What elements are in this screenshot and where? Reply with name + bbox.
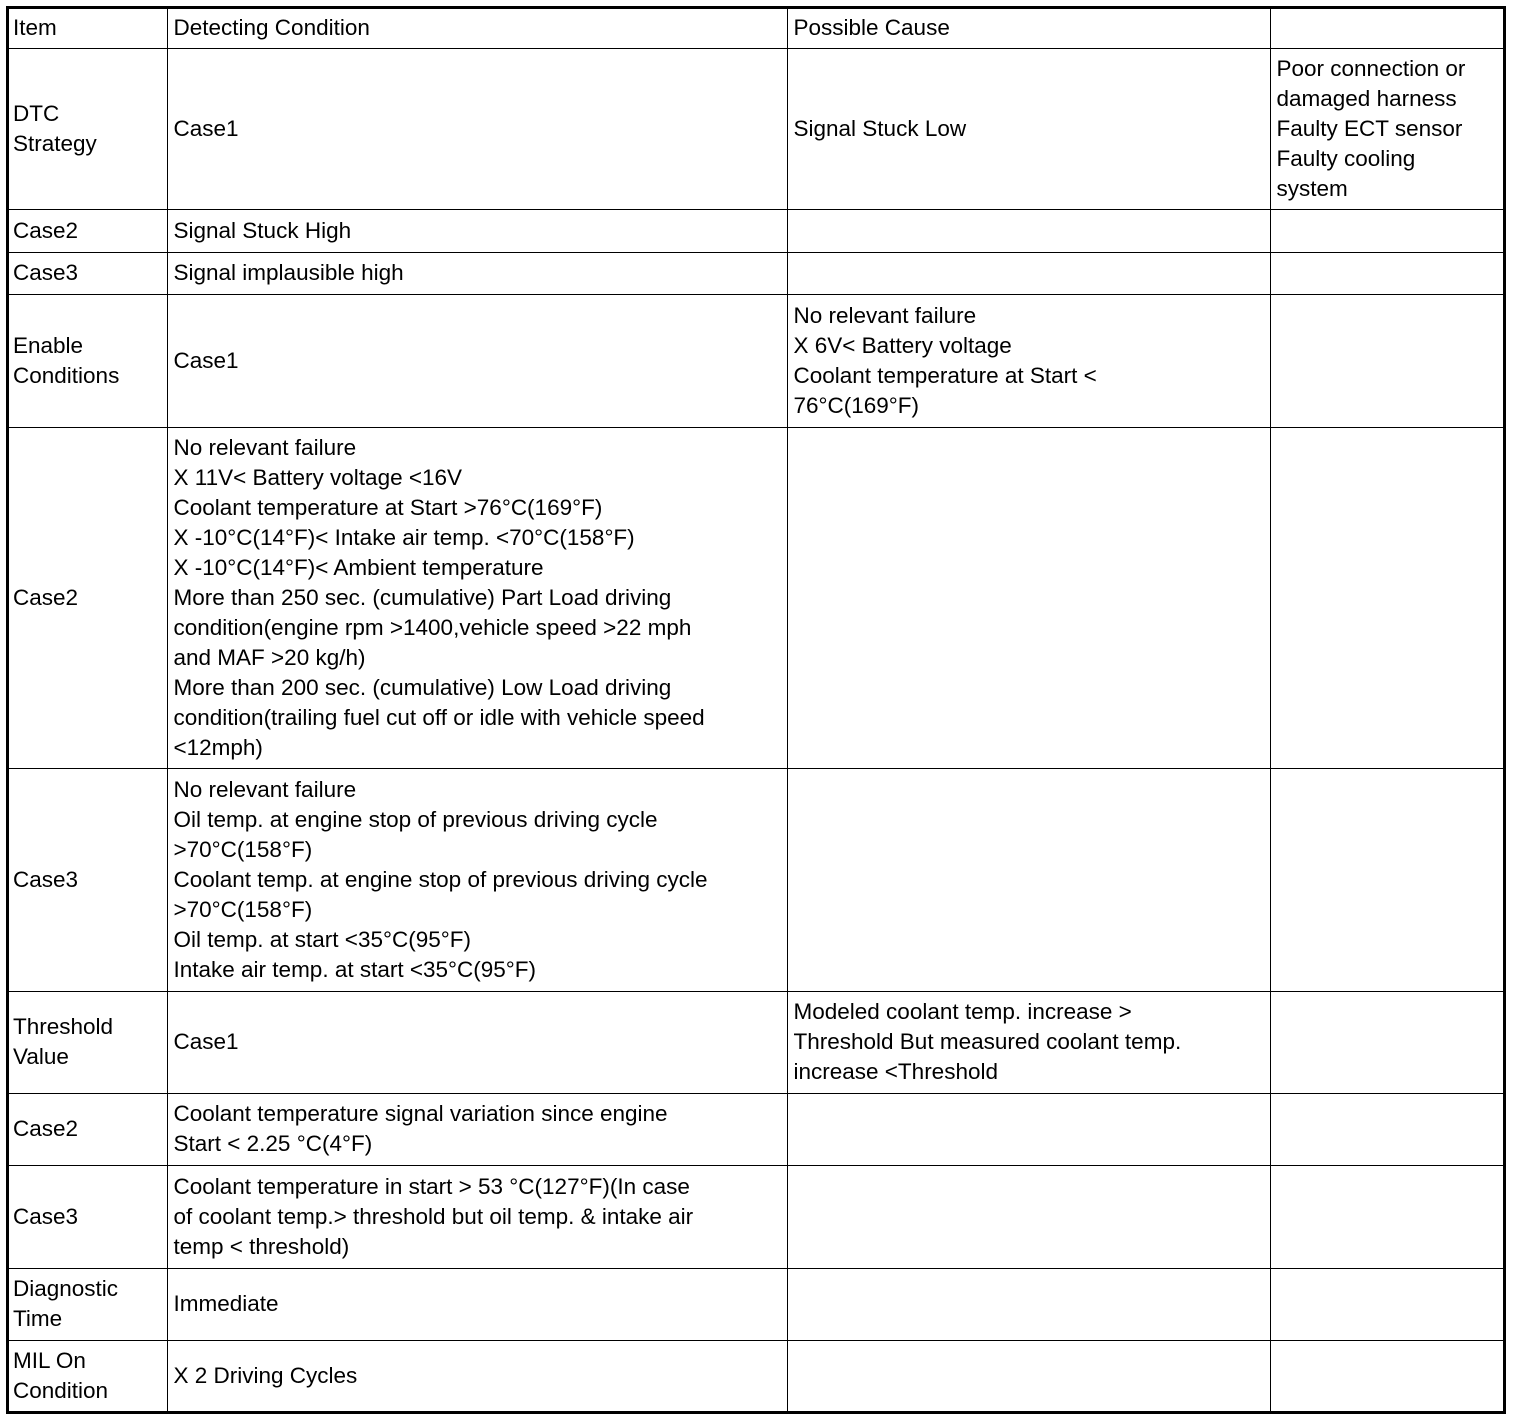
detecting-condition-cell [167, 294, 787, 427]
cell-text-line: Faulty ECT sensor [1276, 115, 1463, 141]
extra-cell [1270, 1268, 1503, 1340]
detecting-condition-cell [167, 991, 787, 1093]
extra-cell [1270, 209, 1503, 252]
possible-cause-cell [787, 209, 1270, 252]
cell-text-line: Case1 [173, 347, 239, 373]
extra-cell [1270, 1093, 1503, 1165]
cell-text-line: More than 200 sec. (cumulative) Low Load driving [173, 674, 672, 700]
possible-cause-cell [787, 768, 1270, 991]
cell-text-line: More than 250 sec. (cumulative) Part Load driving [173, 584, 672, 610]
cell-text-line: Signal implausible high [173, 260, 404, 285]
possible-cause-cell [787, 1340, 1270, 1411]
item-cell [9, 294, 167, 427]
table-row [9, 1093, 1503, 1165]
cell-text-line: Case3 [13, 866, 79, 892]
detecting-condition-cell [167, 1340, 787, 1411]
cell-text-line: condition(trailing fuel cut off or idle with vehicle speed [173, 704, 705, 730]
table-row [9, 427, 1503, 768]
item-cell [9, 427, 167, 768]
dtc-table [9, 9, 1503, 1411]
extra-cell [1270, 427, 1503, 768]
table-row [9, 294, 1503, 427]
cell-text-line: 76°C(169°F) [793, 392, 920, 418]
table-row [9, 1268, 1503, 1340]
cell-text-line: Intake air temp. at start <35°C(95°F) [173, 956, 537, 982]
possible-cause-cell [787, 427, 1270, 768]
item-cell [9, 768, 167, 991]
table-row [9, 768, 1503, 991]
possible-cause-cell [787, 1093, 1270, 1165]
cell-text-line: of coolant temp.> threshold but oil temp. & intake air [173, 1203, 694, 1229]
extra-cell [1270, 294, 1503, 427]
detecting-condition-cell [167, 1268, 787, 1340]
item-cell [9, 1093, 167, 1165]
cell-text-line: system [1276, 175, 1348, 201]
header-item: Item [9, 9, 167, 48]
table-row [9, 252, 1503, 294]
cell-text-line: Oil temp. at engine stop of previous driving cycle [173, 806, 658, 832]
cell-text-line: >70°C(158°F) [173, 896, 313, 922]
cell-text-line: Poor connection or [1276, 55, 1466, 81]
cell-text-line: <12mph) [173, 734, 263, 760]
cell-text-line: Case3 [13, 260, 79, 285]
cell-text-line: X 6V< Battery voltage [793, 332, 1012, 358]
item-cell [9, 209, 167, 252]
cell-text-line: Case1 [173, 1029, 239, 1054]
possible-cause-cell [787, 1268, 1270, 1340]
cell-text-line: >70°C(158°F) [173, 836, 313, 862]
detecting-condition-cell [167, 48, 787, 209]
cell-text-line: Oil temp. at start <35°C(95°F) [173, 926, 471, 952]
cell-text-line: and MAF >20 kg/h) [173, 644, 366, 670]
extra-cell [1270, 768, 1503, 991]
possible-cause-cell [787, 1165, 1270, 1268]
cell-text-line: Faulty cooling [1276, 145, 1416, 171]
item-cell [9, 1165, 167, 1268]
cell-text-line: increase <Threshold [793, 1059, 998, 1084]
cell-text-line: Coolant temp. at engine stop of previous driving cycle [173, 866, 708, 892]
item-cell [9, 991, 167, 1093]
cell-text-line: Signal Stuck Low [793, 115, 967, 141]
cell-text-line: No relevant failure [793, 302, 977, 328]
detecting-condition-cell [167, 209, 787, 252]
cell-text-line: Case2 [13, 1116, 79, 1141]
cell-text-line: damaged harness [1276, 85, 1457, 111]
cell-text-line: Diagnostic [13, 1276, 119, 1301]
cell-text-line: Conditions [13, 362, 120, 388]
cell-text-line: Condition [13, 1377, 109, 1403]
cell-text-line: No relevant failure [173, 776, 357, 802]
cell-text-line: Case1 [173, 115, 239, 141]
cell-text-line: X -10°C(14°F)< Ambient temperature [173, 554, 544, 580]
cell-text-line: Case2 [13, 584, 79, 610]
cell-text-line: condition(engine rpm >1400,vehicle speed >22 mph [173, 614, 692, 640]
header-detecting-condition: Detecting Condition [167, 9, 787, 48]
cell-text-line: X 11V< Battery voltage <16V [173, 464, 463, 490]
item-cell [9, 48, 167, 209]
extra-cell [1270, 252, 1503, 294]
cell-text-line: MIL On [13, 1347, 86, 1373]
detecting-condition-cell [167, 252, 787, 294]
extra-cell [1270, 1165, 1503, 1268]
table-row [9, 991, 1503, 1093]
cell-text-line: Coolant temperature at Start >76°C(169°F) [173, 494, 603, 520]
table-row [9, 209, 1503, 252]
cell-text-line: Signal Stuck High [173, 217, 352, 243]
header-row [9, 9, 1503, 48]
dtc-table-body [9, 9, 1503, 1411]
detecting-condition-cell [167, 1093, 787, 1165]
header-possible-cause: Possible Cause [787, 9, 1270, 48]
detecting-condition-cell [167, 768, 787, 991]
cell-text-line: Immediate [173, 1291, 279, 1316]
cell-text-line: Coolant temperature signal variation since engine [173, 1101, 668, 1126]
item-cell [9, 1268, 167, 1340]
cell-text-line: Case2 [13, 217, 79, 243]
cell-text-line: Time [13, 1306, 63, 1331]
item-cell [9, 1340, 167, 1411]
detecting-condition-cell [167, 1165, 787, 1268]
cell-text-line: Coolant temperature in start > 53 °C(127°F)(In case [173, 1173, 690, 1199]
cell-text-line: Case3 [13, 1203, 79, 1229]
possible-cause-cell [787, 252, 1270, 294]
cell-text-line: Strategy [13, 130, 97, 156]
cell-text-line: X -10°C(14°F)< Intake air temp. <70°C(158°F) [173, 524, 635, 550]
item-cell [9, 252, 167, 294]
cell-text-line: Enable [13, 332, 84, 358]
cell-text-line: Threshold But measured coolant temp. [793, 1029, 1182, 1054]
cell-text-line: X 2 Driving Cycles [173, 1362, 358, 1388]
dtc-table-frame [6, 6, 1506, 1414]
cell-text-line: temp < threshold) [173, 1233, 350, 1259]
table-row [9, 1165, 1503, 1268]
table-row [9, 48, 1503, 209]
extra-cell [1270, 48, 1503, 209]
cell-text-line: Modeled coolant temp. increase > [793, 999, 1132, 1024]
extra-cell [1270, 991, 1503, 1093]
possible-cause-cell [787, 991, 1270, 1093]
cell-text-line: No relevant failure [173, 434, 357, 460]
table-row [9, 1340, 1503, 1411]
cell-text-line: Start < 2.25 °C(4°F) [173, 1131, 373, 1156]
cell-text-line: Value [13, 1044, 69, 1069]
detecting-condition-cell [167, 427, 787, 768]
cell-text-line: DTC [13, 100, 60, 126]
extra-cell [1270, 1340, 1503, 1411]
cell-text-line: Threshold [13, 1014, 114, 1039]
cell-text-line: Coolant temperature at Start < [793, 362, 1097, 388]
header-extra [1270, 9, 1503, 48]
possible-cause-cell [787, 294, 1270, 427]
possible-cause-cell [787, 48, 1270, 209]
